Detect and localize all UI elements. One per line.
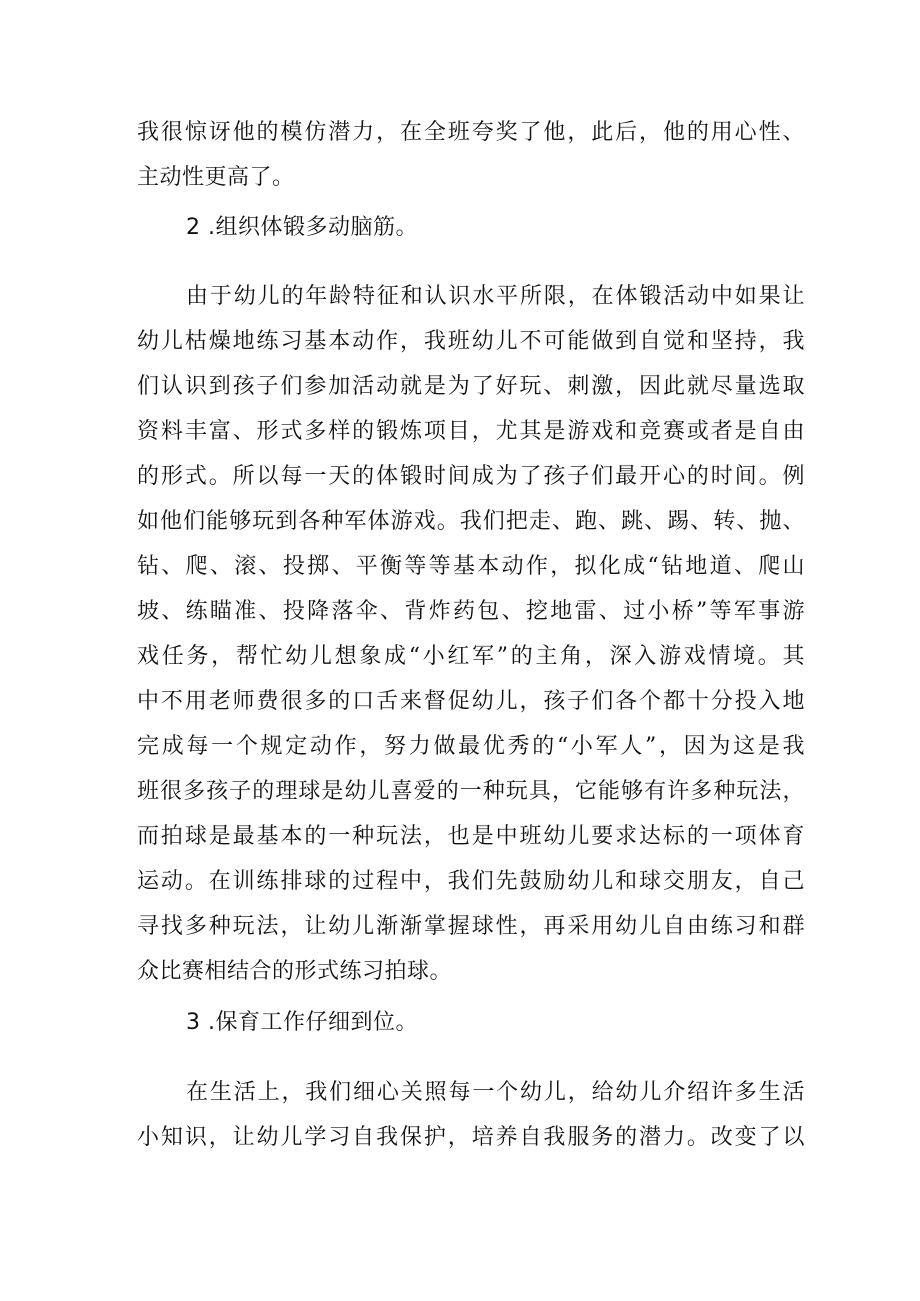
paragraph-line: 在生活上，我们细心关照每一个幼儿，给幼儿介绍许多生活 xyxy=(186,1080,805,1105)
paragraph-line: 资料丰富、形式多样的锻炼项目，尤其是游戏和竞赛或者是自由 xyxy=(137,419,805,444)
paragraph-line: 由于幼儿的年龄特征和认识水平所限，在体锻活动中如果让 xyxy=(186,284,805,309)
paragraph-line: 寻找多种玩法，让幼儿渐渐掌握球性，再采用幼儿自由练习和群 xyxy=(137,914,805,939)
section-heading: 3 .保育工作仔细到位。 xyxy=(186,1010,418,1035)
paragraph-line: 而拍球是最基本的一种玩法，也是中班幼儿要求达标的一项体育 xyxy=(137,824,805,849)
paragraph-line: 们认识到孩子们参加活动就是为了好玩、刺激，因此就尽量选取 xyxy=(137,374,805,399)
paragraph-line: 如他们能够玩到各种军体游戏。我们把走、跑、跳、踢、转、抛、 xyxy=(137,509,805,534)
paragraph-line: 运动。在训练排球的过程中，我们先鼓励幼儿和球交朋友，自己 xyxy=(137,869,805,894)
paragraph-line: 中不用老师费很多的口舌来督促幼儿，孩子们各个都十分投入地 xyxy=(137,689,805,714)
paragraph-line: 戏任务，帮忙幼儿想象成“小红军”的主角，深入游戏情境。其 xyxy=(137,644,805,669)
paragraph-line: 主动性更高了。 xyxy=(137,165,295,190)
paragraph-line: 众比赛相结合的形式练习拍球。 xyxy=(137,959,453,984)
paragraph-line: 钻、爬、滚、投掷、平衡等等基本动作，拟化成“钻地道、爬山 xyxy=(137,554,805,579)
paragraph-line: 完成每一个规定动作，努力做最优秀的“小军人”，因为这是我 xyxy=(137,734,805,759)
section-heading: 2 .组织体锻多动脑筋。 xyxy=(186,215,418,240)
paragraph-line: 的形式。所以每一天的体锻时间成为了孩子们最开心的时间。例 xyxy=(137,464,805,489)
paragraph-line: 小知识，让幼儿学习自我保护，培养自我服务的潜力。改变了以 xyxy=(137,1125,805,1150)
paragraph-line: 幼儿枯燥地练习基本动作，我班幼儿不可能做到自觉和坚持，我 xyxy=(137,329,805,354)
paragraph-line: 我很惊讶他的模仿潜力，在全班夸奖了他，此后，他的用心性、 xyxy=(137,120,805,145)
paragraph-line: 坡、练瞄准、投降落伞、背炸药包、挖地雷、过小桥”等军事游 xyxy=(137,599,805,624)
paragraph-line: 班很多孩子的理球是幼儿喜爱的一种玩具，它能够有许多种玩法， xyxy=(137,779,805,804)
